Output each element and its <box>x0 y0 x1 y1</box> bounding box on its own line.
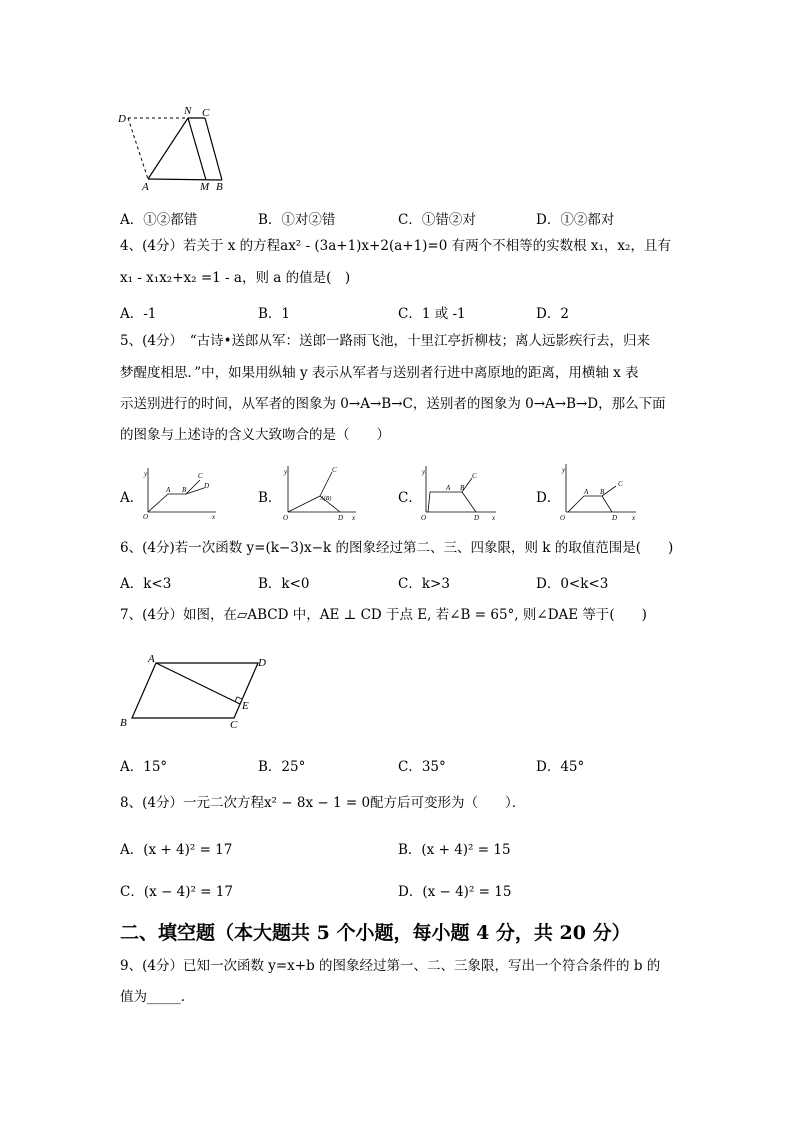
svg-text:x: x <box>632 514 636 522</box>
q5-graph-c <box>418 462 500 522</box>
q9-stem-line1: 9、(4分）已知一次函数 y=x+b 的图象经过第一、二、三象限，写出一个符合条件的 b 的 <box>120 958 661 974</box>
q6-option-b: B．k<0 <box>258 576 310 592</box>
svg-text:A: A <box>584 488 589 496</box>
svg-text:x: x <box>352 514 356 522</box>
q6-option-a: A．k<3 <box>120 576 172 592</box>
q6-stem-line1: 6、(4分)若一次函数 y=(k−3)x−k 的图象经过第二、三、四象限，则 k 的取值范围是( ) <box>120 540 674 556</box>
svg-text:C: C <box>618 480 623 488</box>
q4-stem-line1: 4、(4分）若关于 x 的方程ax² - (3a+1)x+2(a+1)=0 有两个不相等的实数根 x₁，x₂，且有 <box>120 238 671 254</box>
q8-option-b: B．(x + 4)² = 15 <box>398 842 511 858</box>
label-C: C <box>202 107 210 119</box>
svg-text:B: B <box>600 488 605 496</box>
q4-option-d: D．2 <box>536 306 569 322</box>
q7-option-b: B．25° <box>258 759 306 775</box>
label-D: D <box>118 113 126 125</box>
q4-option-a: A．-1 <box>120 306 157 322</box>
q4-option-c: C．1 或 -1 <box>398 306 466 322</box>
svg-text:A(B): A(B) <box>320 496 332 502</box>
q4-option-b: B．1 <box>258 306 291 322</box>
svg-text:D: D <box>258 657 266 669</box>
q6-option-d: D．0<k<3 <box>536 576 609 592</box>
label-A: A <box>142 181 149 193</box>
svg-text:A: A <box>446 484 451 492</box>
q5-option-c-label: C． <box>398 490 422 506</box>
q5-option-a-label: A． <box>120 490 144 506</box>
q8-option-d: D．(x − 4)² = 15 <box>398 884 512 900</box>
section-title-fill-in: 二、填空题（本大题共 5 个小题，每小题 4 分，共 20 分） <box>120 922 631 944</box>
svg-text:B: B <box>182 486 187 494</box>
svg-text:y: y <box>144 470 148 478</box>
svg-text:C: C <box>198 472 203 480</box>
svg-text:D: D <box>204 482 210 490</box>
q5-graph-b <box>280 462 360 522</box>
q3-option-c: C．①错②对 <box>398 212 476 228</box>
label-M: M <box>200 181 210 193</box>
svg-text:D: D <box>612 514 618 522</box>
q4-stem-line2: x₁ - x₁x₂+x₂ =1 - a，则 a 的值是( ) <box>120 270 351 286</box>
figure-trapezoid <box>110 100 240 195</box>
label-B: B <box>216 181 223 193</box>
label-N: N <box>184 105 192 117</box>
q5-stem-line2: 梦醒度相思．”中，如果用纵轴 y 表示从军者与送别者行进中离原地的距离，用横轴 x 表 <box>120 365 639 381</box>
q3-option-b: B．①对②错 <box>258 212 336 228</box>
svg-text:D: D <box>338 514 344 522</box>
q6-option-c: C．k>3 <box>398 576 450 592</box>
svg-text:x: x <box>212 513 216 520</box>
svg-text:A: A <box>148 653 155 665</box>
svg-text:y: y <box>562 466 566 474</box>
svg-text:B: B <box>460 484 465 492</box>
svg-text:O: O <box>283 514 289 522</box>
q8-option-a: A．(x + 4)² = 17 <box>120 842 233 858</box>
figure-parallelogram <box>116 650 276 732</box>
q5-stem-line3: 示送别进行的时间，从军者的图象为 0→A→B→C，送别者的图象为 0→A→B→D，那么下面 <box>120 396 666 412</box>
q5-stem-line1: 5、(4分） “古诗•送郎从军：送郎一路雨飞池，十里江亭折柳枝；离人远影疾行去，归来 <box>120 333 651 349</box>
svg-text:y: y <box>284 468 288 476</box>
svg-text:O: O <box>560 514 566 522</box>
q5-option-b-label: B． <box>258 490 282 506</box>
q5-stem-line4: 的图象与上述诗的含义大致吻合的是（ ） <box>120 427 390 443</box>
svg-text:C: C <box>332 466 337 474</box>
q7-stem-line1: 7、(4分）如图，在▱ABCD 中，AE ⊥ CD 于点 E, 若∠B = 65°, 则∠DAE 等于( ) <box>120 607 647 623</box>
svg-text:O: O <box>143 513 149 520</box>
svg-text:A: A <box>166 486 171 494</box>
svg-text:O: O <box>421 514 427 522</box>
svg-text:C: C <box>472 472 477 480</box>
svg-text:y: y <box>422 468 426 476</box>
q7-option-d: D．45° <box>536 759 585 775</box>
q3-option-d: D．①②都对 <box>536 212 615 228</box>
q7-option-c: C．35° <box>398 759 446 775</box>
q5-graph-a <box>140 464 220 520</box>
q8-stem-line1: 8、(4分）一元二次方程x² − 8x − 1 = 0配方后可变形为（ ）． <box>120 795 526 811</box>
q9-stem-line2: 值为_____. <box>120 989 186 1005</box>
svg-text:B: B <box>120 717 127 729</box>
q3-option-a: A．①②都错 <box>120 212 198 228</box>
q5-graph-d <box>556 460 640 524</box>
svg-text:C: C <box>230 719 238 731</box>
svg-text:D: D <box>474 514 480 522</box>
q7-option-a: A．15° <box>120 759 168 775</box>
svg-text:x: x <box>492 514 496 522</box>
q5-option-d-label: D． <box>536 490 561 506</box>
svg-text:E: E <box>242 700 249 712</box>
q8-option-c: C．(x − 4)² = 17 <box>120 884 233 900</box>
